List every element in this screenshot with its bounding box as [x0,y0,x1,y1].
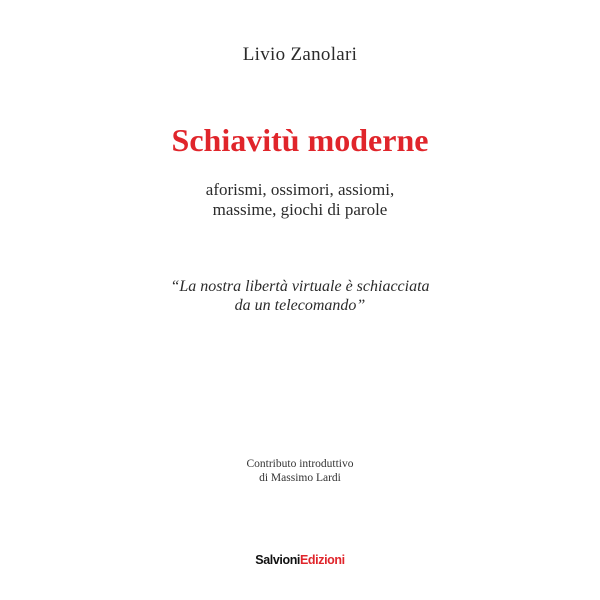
book-title: Schiavitù moderne [171,122,429,158]
publisher-logo [0,553,600,567]
contribution-credit [0,457,600,485]
epigraph-quote [0,277,600,315]
publisher-name-part-2: Edizioni [300,553,345,567]
quote-line-1: “La nostra libertà virtuale è schiacciata [170,278,430,295]
book-subtitle [0,180,600,220]
author-name: Livio Zanolari [242,44,358,65]
subtitle-line-2: massime, giochi di parole [212,200,388,219]
publisher-name-part-1: Salvioni [255,553,300,567]
subtitle-line-1: aforismi, ossimori, assiomi, [205,180,395,199]
contribution-line-1: Contributo introduttivo [246,458,354,470]
contribution-line-2: di Massimo Lardi [259,472,341,484]
quote-line-2: da un telecomando” [234,297,366,314]
